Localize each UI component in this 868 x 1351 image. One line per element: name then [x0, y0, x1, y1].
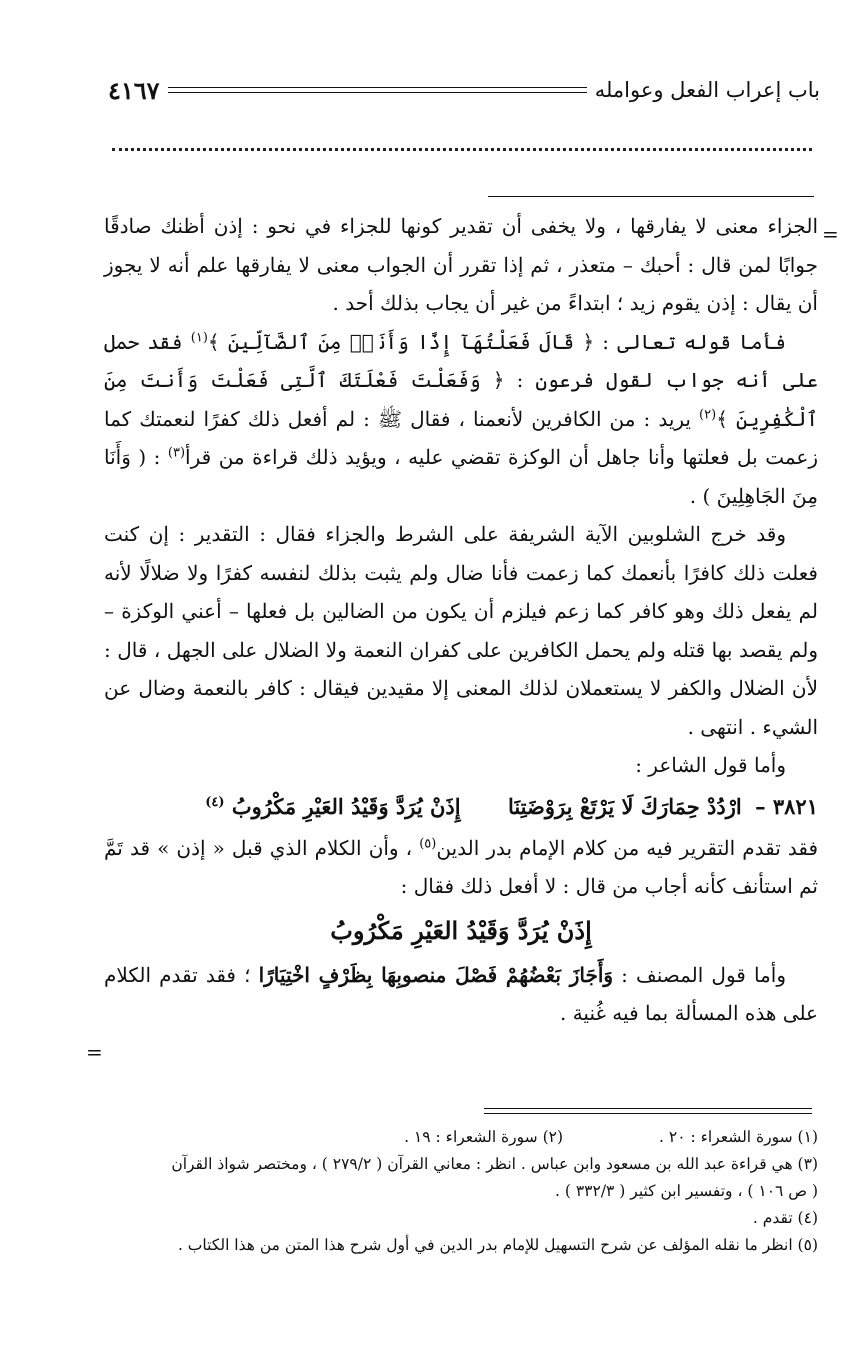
- footnote-row-1: [104, 1124, 818, 1151]
- paragraph-5: [104, 829, 818, 906]
- footnote-3: (٣) هي قراءة عبد الله بن مسعود وابن عباس . انظر : معاني القرآن ( ٢٧٩/٢ ) ، ومختصر شواذ القرآن: [171, 1155, 818, 1173]
- paragraph-2-text-d: : ( وَأَنَا مِنَ الجَاهِلِينَ ) .: [104, 445, 818, 508]
- footnote-ref-4: (٤): [205, 794, 225, 810]
- paragraph-5-text-b: ، وأن الكلام الذي قبل « إذن » قد تَمَّ ثم استأنف كأنه أجاب من قال : لا أفعل ذلك فقال :: [104, 835, 818, 898]
- main-text: [104, 207, 818, 1033]
- dotted-separator: [112, 148, 812, 151]
- poem-quoted-line: إِذَنْ يُرَدَّ وَقَيْدُ العَيْرِ مَكْرُوبُ: [330, 915, 592, 945]
- footnote-ref-1: (١): [190, 329, 208, 345]
- header-rule: [168, 87, 587, 93]
- footnotes: [104, 1124, 818, 1259]
- quran-verse-1: فأما قوله تعالى : ﴿ قَالَ فَعَلْتُهَآ إِذًا وَأَنَا۠ مِنَ ٱلضَّآلِّينَ ﴾: [207, 329, 786, 354]
- paragraph-2-text-b: فقد حمل على أنه جواب لقول فرعون : ﴿ وَفَعَلْتَ فَعْلَتَكَ ٱلَّتِى فَعَلْتَ وَأَنتَ مِنَ ٱلْكَٰفِرِينَ ﴾: [104, 329, 818, 431]
- footnote-4: (٤) تقدم .: [752, 1209, 818, 1227]
- footnote-ref-3: (٣): [167, 445, 186, 461]
- footnote-5: (٥) انظر ما نقله المؤلف عن شرح التسهيل للإمام بدر الدين في أول شرح هذا المتن من هذا الكتاب .: [177, 1236, 818, 1254]
- chapter-title: باب إعراب الفعل وعوامله: [594, 78, 820, 102]
- paragraph-2-text-c: يريد : من الكافرين لأنعمنا ، فقال ﷺ : لم أفعل ذلك كفرًا لنعمتك كما زعمت بل فعلتها وأنا جاهل أن الوكزة تقضي عليه ، ويؤيد ذلك قراءة من قرأ: [104, 406, 818, 469]
- continuation-rule: [488, 196, 814, 197]
- poem-verse: [104, 787, 818, 827]
- continuation-mark-top: =: [822, 222, 839, 246]
- paragraph-5-text-a: فقد تقدم التقرير فيه من كلام الإمام بدر الدين: [436, 835, 819, 860]
- footnote-ref-2: (٢): [699, 406, 717, 422]
- poem-number: ٣٨٢١ –: [755, 793, 818, 819]
- page-number: ٤١٦٧: [108, 75, 160, 105]
- footnote-2: (٢) سورة الشعراء : ١٩ .: [404, 1128, 564, 1146]
- paragraph-2: [104, 323, 818, 516]
- paragraph-6: [104, 956, 818, 1033]
- footnote-3-continued: ( ص ١٠٦ ) ، وتفسير ابن كثير ( ٣٣٢/٣ ) .: [555, 1182, 818, 1200]
- footnote-ref-5: (٥): [419, 835, 437, 851]
- paragraph-4: وأما قول الشاعر :: [635, 753, 786, 777]
- continuation-mark-bottom: =: [86, 1040, 103, 1064]
- footnote-1: (١) سورة الشعراء : ٢٠ .: [659, 1128, 818, 1146]
- paragraph-3: وقد خرج الشلوبين الآية الشريفة على الشرط والجزاء فقال : التقدير : إن كنت فعلت ذلك كافرًا بأنعمك كما زعمت فأنا ضال ولم يثبت بذلك لنفسه كفرًا ولا ضلالًا لأنه لم يفعل ذلك وهو كافر كما زعم فيلزم أن يكون من الضالين بل فعلها – أعني الوكزة – ولم يقصد بها قتله ولم يحمل الكافرين على كفران النعمة ولا الضلال على الجهل ، قال : لأن الضلال والكفر لا يستعملان لذلك المعنى إلا مقيدين فيقال : كافر بالنعمة وضال عن الشيء . انتهى .: [104, 522, 818, 739]
- poem-hemistich-2: إِذَنْ يُرَدَّ وَقَيْدُ العَيْرِ مَكْرُوبُ: [231, 793, 461, 819]
- running-header: [108, 70, 820, 110]
- poem-hemistich-1: ارْدُدْ حِمَارَكَ لَا يَرْتَعْ بِرَوْضَتِنَا: [507, 793, 742, 819]
- author-quote: وَأَجَازَ بَعْضُهُمْ فَصْلَ منصوبِهَا بِظَرْفٍ اخْتِيَارًا: [258, 962, 614, 987]
- paragraph-6-text-a: وأما قول المصنف :: [613, 962, 786, 987]
- paragraph-6-text-b: ؛ فقد تقدم الكلام على هذه المسألة بما فيه غُنية .: [104, 962, 818, 1025]
- footnote-rule: [484, 1108, 812, 1114]
- paragraph-1: الجزاء معنى لا يفارقها ، ولا يخفى أن تقدير كونها للجزاء في نحو : إذن أظنك صادقًا جوابًا لمن قال : أحبك – متعذر ، ثم إذا تقرر أن الجواب معنى لا يفارقها علم أنه لا يجوز أن يقال : إذن يقوم زيد ؛ ابتداءً من غير أن يجاب بذلك أحد .: [104, 214, 818, 315]
